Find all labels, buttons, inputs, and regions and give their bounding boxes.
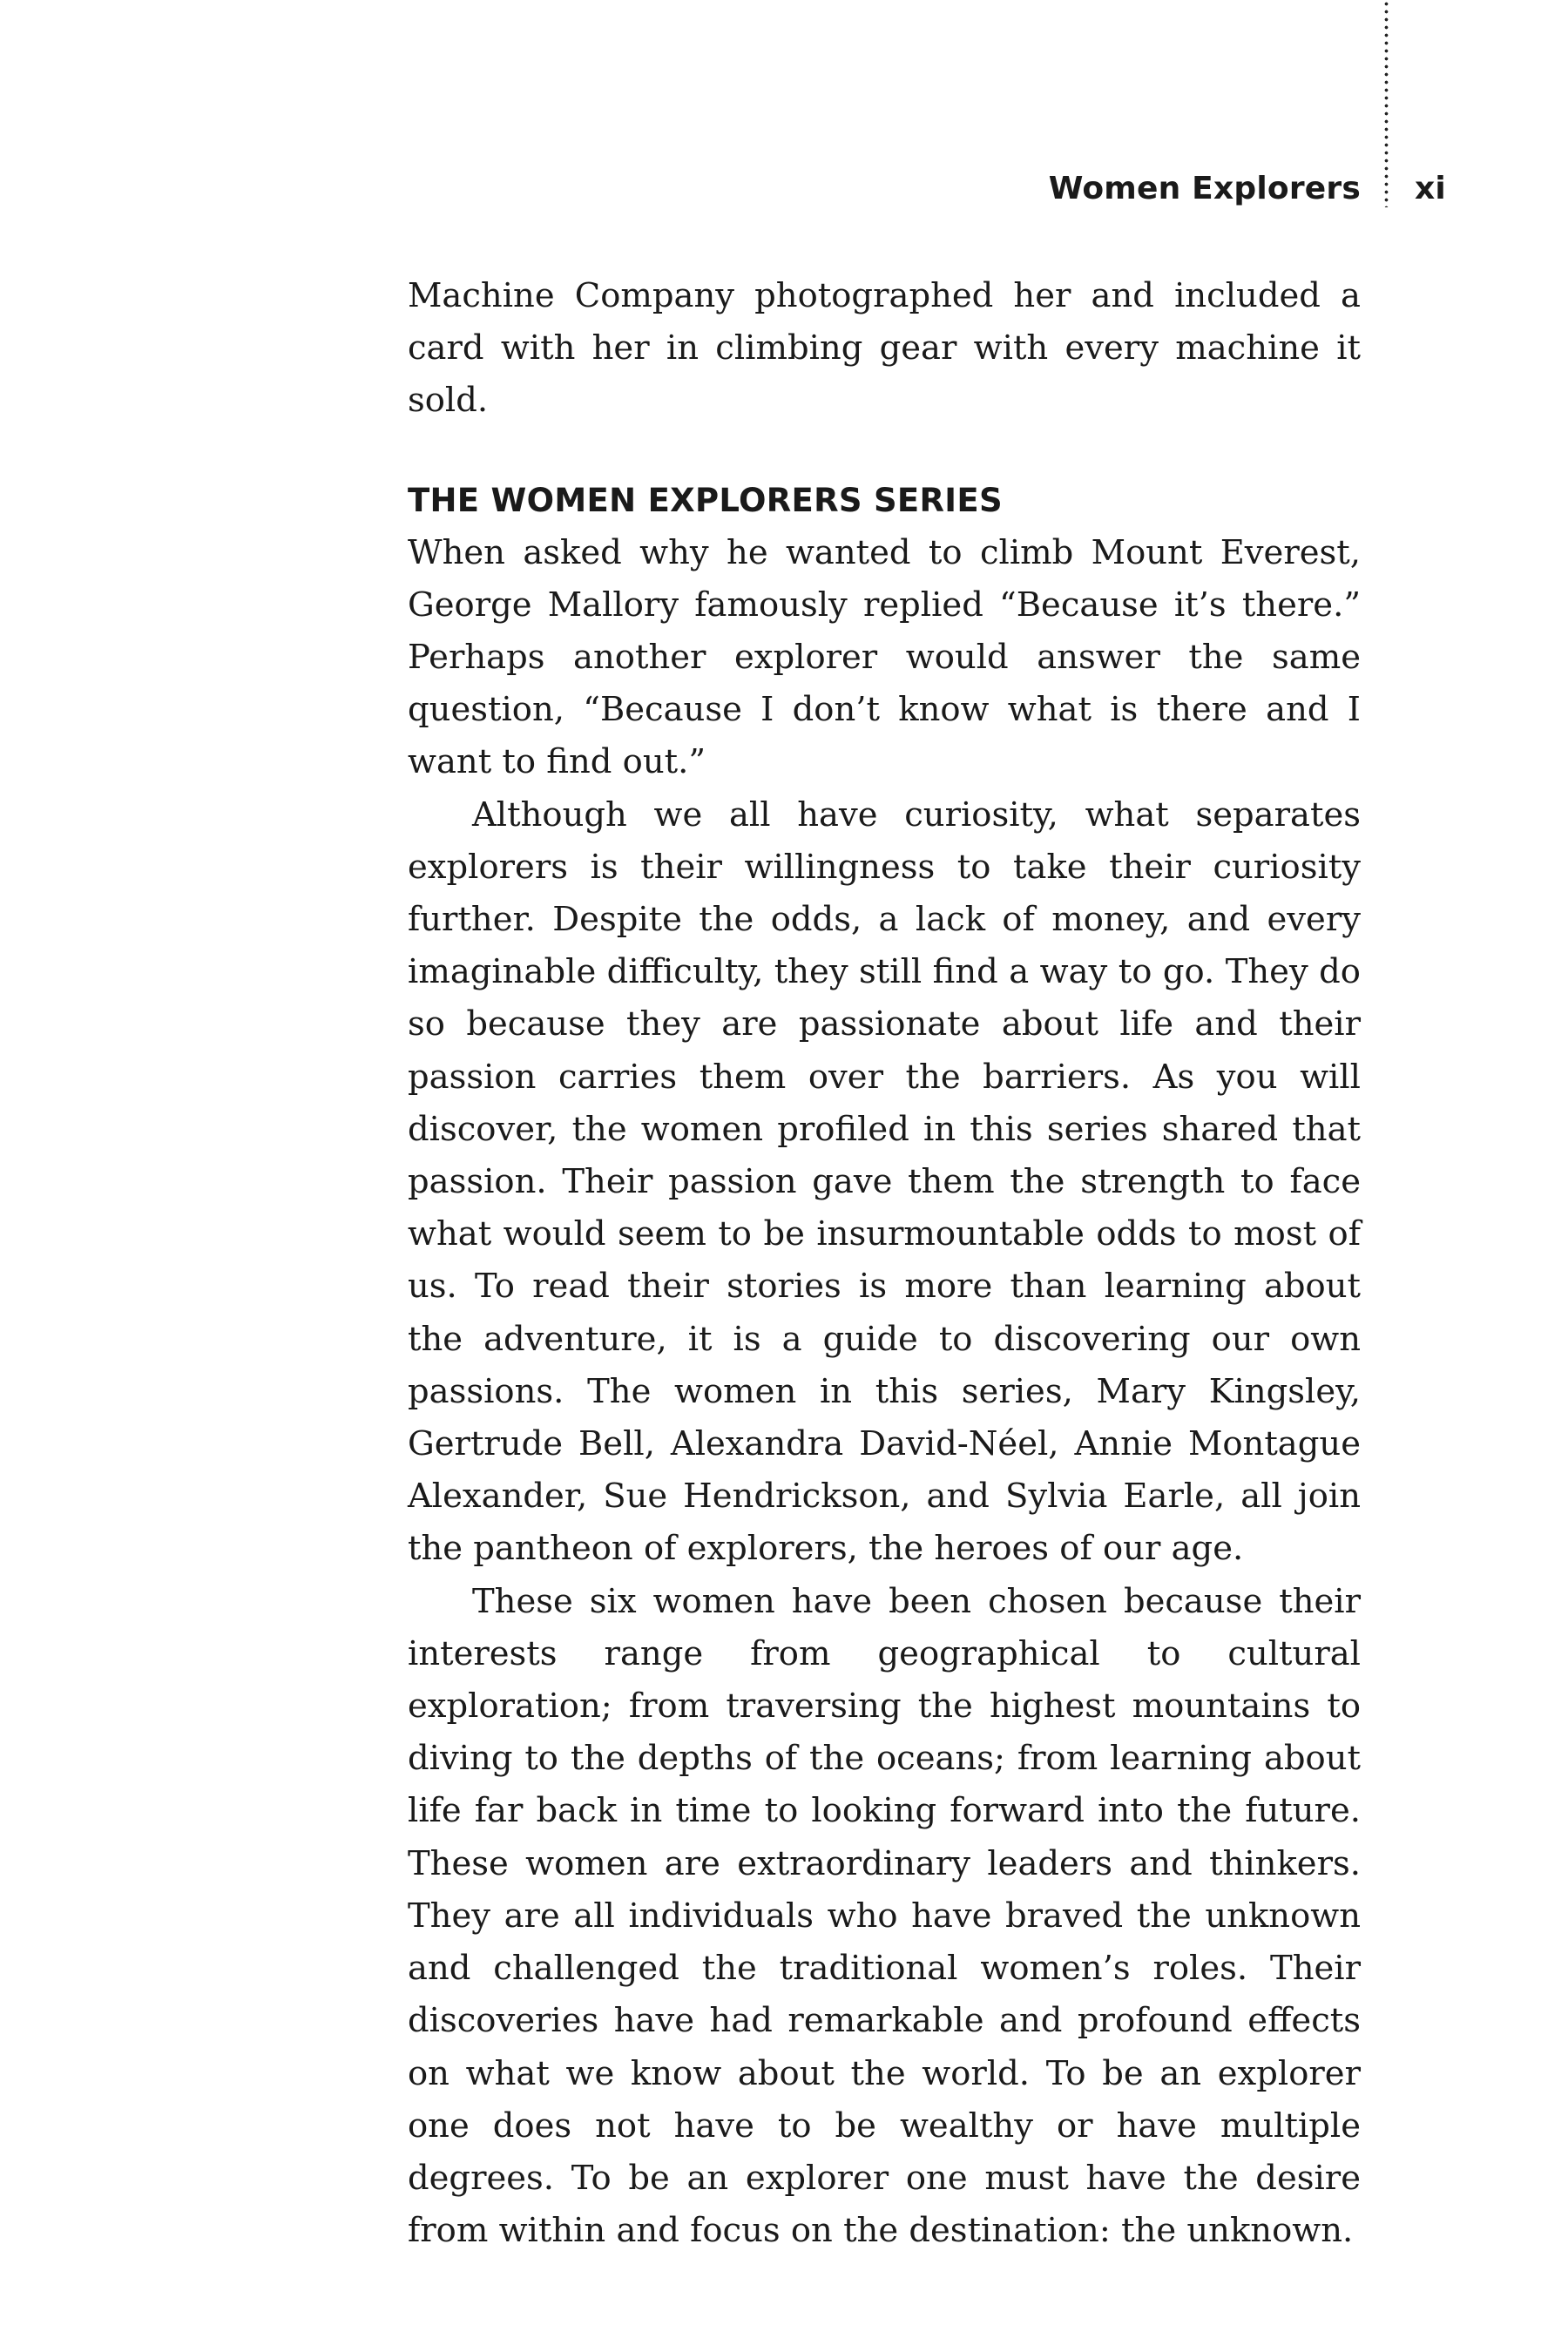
paragraph: These six women have been chosen because their interests range from geographical to cultural exploration; from traversing the highest mountains to diving to the depths of the oceans; from learning about life far back in time to looking forward into the future. These women are extraordinary leaders and thinkers. They are all individuals who have braved the unknown and challenged the traditional women’s roles. Their discoveries have had remarkable and profound effects on what we know about the world. To be an explorer one does not have to be wealthy or have multiple degrees. To be an explorer one must have the desire from within and focus on the destination: the unknown. xyxy=(408,1581,1361,2251)
body-text xyxy=(408,270,1361,2257)
paragraph: When asked why he wanted to climb Mount Everest, George Mallory famously replied “Because it’s there.” Perhaps another explorer would answer the same question, “Because I don’t know what is there and I want to find out.” xyxy=(408,532,1361,782)
paragraph: Although we all have curiosity, what separates explorers is their willingness to take their curiosity further. Despite the odds, a lack of money, and every imaginable difficulty, they still find a way to go. They do so because they are passionate about life and their passion carries them over the barriers. As you will discover, the women profiled in this series shared that passion. Their passion gave them the strength to face what would seem to be insurmountable odds to most of us. To read their stories is more than learning about the adventure, it is a guide to discovering our own passions. The women in this series, Mary Kingsley, Gertrude Bell, Alexandra David-Néel, Annie Montague Alexander, Sue Hendrickson, and Sylvia Earle, all join the pantheon of explorers, the heroes of our age. xyxy=(408,794,1361,1569)
page-number: xi xyxy=(1415,171,1446,206)
continued-paragraph: Machine Company photographed her and included a card with her in climbing gear with every machine it sold. xyxy=(408,276,1361,421)
running-head-title: Women Explorers xyxy=(1048,171,1361,206)
section-heading: THE WOMEN EXPLORERS SERIES xyxy=(408,481,1003,519)
running-head xyxy=(0,171,1568,214)
